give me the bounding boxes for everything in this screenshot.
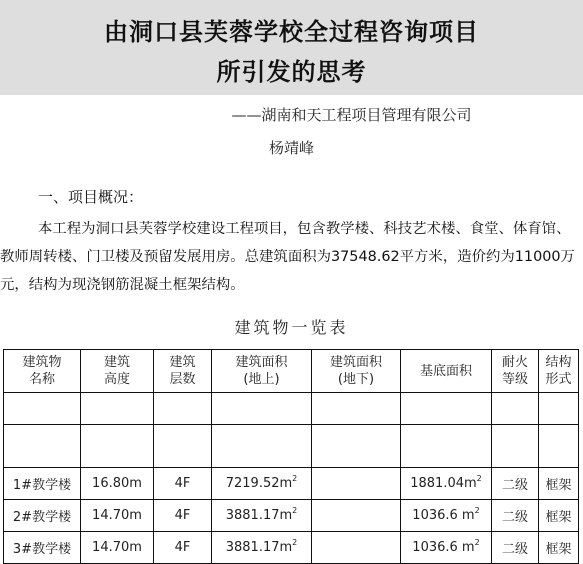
cell-height: 14.70m bbox=[81, 500, 154, 532]
cell-area-below bbox=[312, 500, 401, 532]
header-structure-type: 结构 形式 bbox=[539, 350, 579, 393]
section-heading: 一、项目概况： bbox=[38, 188, 144, 206]
project-overview-paragraph: 本工程为洞口县芙蓉学校建设工程项目，包含教学楼、科技艺术楼、食堂、体育馆、教师周转楼、门卫楼及预留发展用房。总建筑面积为37548.62平方米，造价约为11000万元，结构为现浇钢筋混凝土框架结构。 bbox=[0, 221, 575, 293]
cell-name: 2#教学楼 bbox=[4, 500, 81, 532]
cell-area-below bbox=[312, 532, 401, 564]
table-row-empty bbox=[4, 425, 579, 468]
cell-structure: 框架 bbox=[539, 532, 579, 564]
cell-structure: 框架 bbox=[539, 468, 579, 500]
cell-name: 1#教学楼 bbox=[4, 468, 81, 500]
document-title-line-1: 由洞口县芙蓉学校全过程咨询项目 bbox=[104, 17, 479, 46]
table-row-empty bbox=[4, 393, 579, 425]
cell-floors: 4F bbox=[154, 468, 212, 500]
author-name: 杨靖峰 bbox=[268, 139, 314, 157]
building-table bbox=[3, 349, 579, 564]
document-title-line-2: 所引发的思考 bbox=[216, 57, 367, 86]
table-row bbox=[4, 468, 579, 500]
cell-base-area: $1881.04m^2$ bbox=[401, 468, 492, 500]
header-fire-rating: 耐火 等级 bbox=[492, 350, 539, 393]
header-area-below-ground: 建筑面积 (地下) bbox=[312, 350, 401, 393]
cell-area-above: $3881.17m^2$ bbox=[212, 500, 312, 532]
header-base-area: 基底面积 bbox=[401, 350, 492, 393]
header-area-above-ground: 建筑面积 (地上) bbox=[212, 350, 312, 393]
table-caption: 建筑物一览表 bbox=[234, 318, 349, 337]
cell-height: 16.80m bbox=[81, 468, 154, 500]
header-floor-count: 建筑 层数 bbox=[154, 350, 212, 393]
title-banner bbox=[0, 0, 583, 95]
cell-base-area: 1036.6 $m^2$ bbox=[401, 500, 492, 532]
cell-structure: 框架 bbox=[539, 500, 579, 532]
cell-fire-rating: 二级 bbox=[492, 468, 539, 500]
table-row bbox=[4, 500, 579, 532]
cell-base-area: 1036.6 $m^2$ bbox=[401, 532, 492, 564]
cell-floors: 4F bbox=[154, 532, 212, 564]
cell-area-below bbox=[312, 468, 401, 500]
table-header-row bbox=[4, 350, 579, 393]
cell-floors: 4F bbox=[154, 500, 212, 532]
header-building-name: 建筑物 名称 bbox=[4, 350, 81, 393]
cell-fire-rating: 二级 bbox=[492, 532, 539, 564]
cell-height: 14.70m bbox=[81, 532, 154, 564]
header-building-height: 建筑 高度 bbox=[81, 350, 154, 393]
table-row bbox=[4, 532, 579, 564]
cell-name: 3#教学楼 bbox=[4, 532, 81, 564]
company-byline: ——湖南和天工程项目管理有限公司 bbox=[231, 106, 472, 124]
cell-fire-rating: 二级 bbox=[492, 500, 539, 532]
cell-area-above: $3881.17m^2$ bbox=[212, 532, 312, 564]
cell-area-above: $7219.52m^2$ bbox=[212, 468, 312, 500]
